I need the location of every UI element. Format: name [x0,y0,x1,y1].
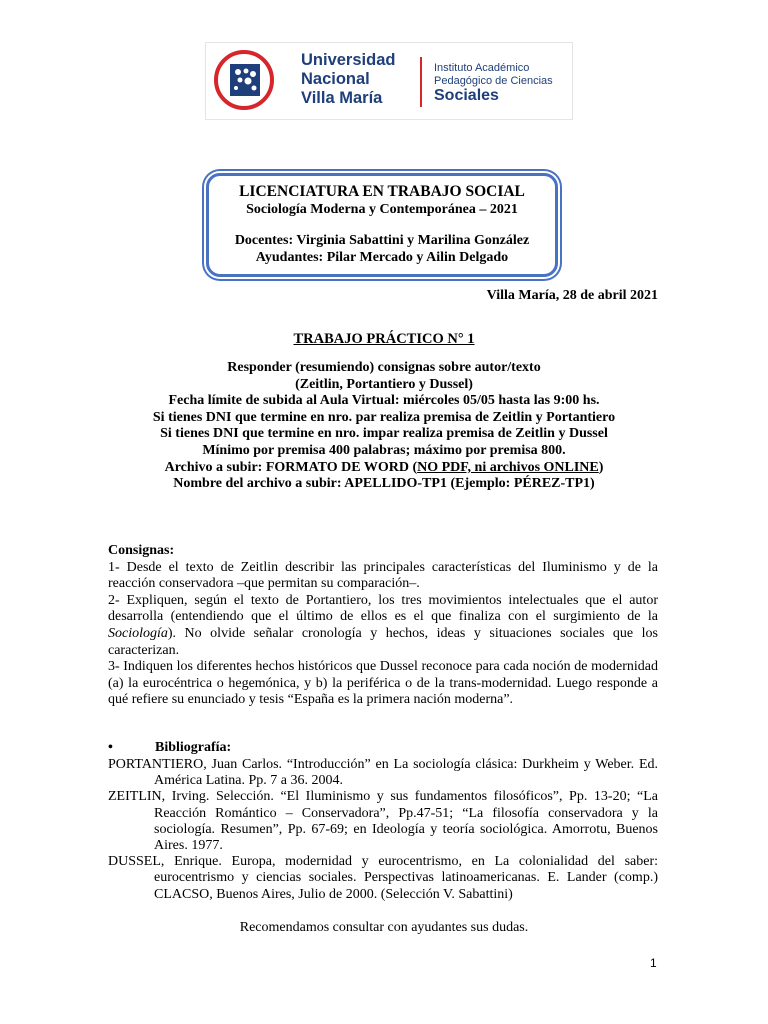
degree-title: LICENCIATURA EN TRABAJO SOCIAL [239,183,525,200]
instruction-line: Archivo a subir: FORMATO DE WORD (NO PDF, ni archivos ONLINE) [164,459,604,475]
course-name: Sociología Moderna y Contemporánea – 2021 [246,202,518,217]
instruction-line: Fecha límite de subida al Aula Virtual: miércoles 05/05 hasta las 9:00 hs. [168,393,600,409]
assignment-title: TRABAJO PRÁCTICO N° 1 [293,331,475,347]
institution-logo [205,42,573,120]
university-name: Universidad Nacional Villa María [301,51,396,107]
instruction-line: Mínimo por premisa 400 palabras; máximo por premisa 800. [202,442,566,458]
consignas-heading: Consignas: [108,543,175,558]
instruction-line: Si tienes DNI que termine en nro. par realiza premisa de Zeitlin y Portantiero [152,409,616,425]
consignas-section [108,543,658,709]
bibliography-entry: PORTANTIERO, Juan Carlos. “Introducción” en La sociología clásica: Durkheim y Weber. Ed. América Latina. Pp. 7 a 36. 2004. [108,757,658,789]
closing-note: Recomendamos consultar con ayudantes sus dudas. [239,920,529,935]
teachers-line: Docentes: Virginia Sabattini y Marilina González [234,233,530,248]
document-date: Villa María, 28 de abril 2021 [486,288,658,303]
consigna-item: 1- Desde el texto de Zeitlin describir las principales características del Iluminismo y de la reacción conservadora –que permitan su comparación–. [108,559,658,592]
assistants-line: Ayudantes: Pilar Mercado y Ailin Delgado [255,250,509,265]
underlined-warning: NO PDF, ni archivos ONLINE [417,459,599,475]
page-number: 1 [650,956,657,970]
instruction-line: (Zeitlin, Portantiero y Dussel) [295,376,473,392]
assignment-instructions [110,360,658,493]
bibliography-entry: ZEITLIN, Irving. Selección. “El Iluminismo y sus fundamentos filosóficos”, Pp. 13-20; “La Reacción Romántico – Conservadora”, Pp.47-51; “La filosofía conservadora y la sociología. Resumen”, Pp. 67-69; en Ideología y teoría sociológica. Amorrotu, Buenos Aires. 1977. [108,789,658,854]
bibliography-heading: • Bibliografía: [108,740,232,755]
instruction-line: Si tienes DNI que termine en nro. impar realiza premisa de Zeitlin y Dussel [160,426,608,442]
instruction-line: Nombre del archivo a subir: APELLIDO-TP1 (Ejemplo: PÉREZ-TP1) [173,476,595,492]
bibliography-entry: DUSSEL, Enrique. Europa, modernidad y eurocentrismo, en La colonialidad del saber: eurocentrismo y ciencias sociales. Perspectivas latinoamericanas. E. Lander (comp.) CLACSO, Buenos Aires, Julio de 2000. (Selección V. Sabattini) [108,854,658,902]
consigna-item: 3- Indiquen los diferentes hechos históricos que Dussel reconoce para cada noción de modernidad (a) la eurocéntrica o hegemónica, y b) la periférica o de la trans-modernidad. Luego responde a qué refiere su enunciado y tesis “España es la primera nación moderna”. [108,659,658,708]
instruction-line: Responder (resumiendo) consignas sobre autor/texto [227,360,541,375]
consigna-item: 2- Expliquen, según el texto de Portantiero, los tres movimientos intelectuales que el autor desarrolla (entendiendo que el último de ellos es el que finaliza con el surgimiento de la Sociología). No olvide señalar cronología y hechos, ideas y situaciones sociales que los caracterizan. [108,592,658,658]
bullet-icon: • [108,740,113,755]
course-title-box [206,173,558,277]
university-emblem-icon [214,50,274,110]
logo-divider [420,57,422,107]
institute-name: Instituto Académico Pedagógico de Ciencias Sociales [434,62,553,104]
bibliography-list [108,757,658,903]
